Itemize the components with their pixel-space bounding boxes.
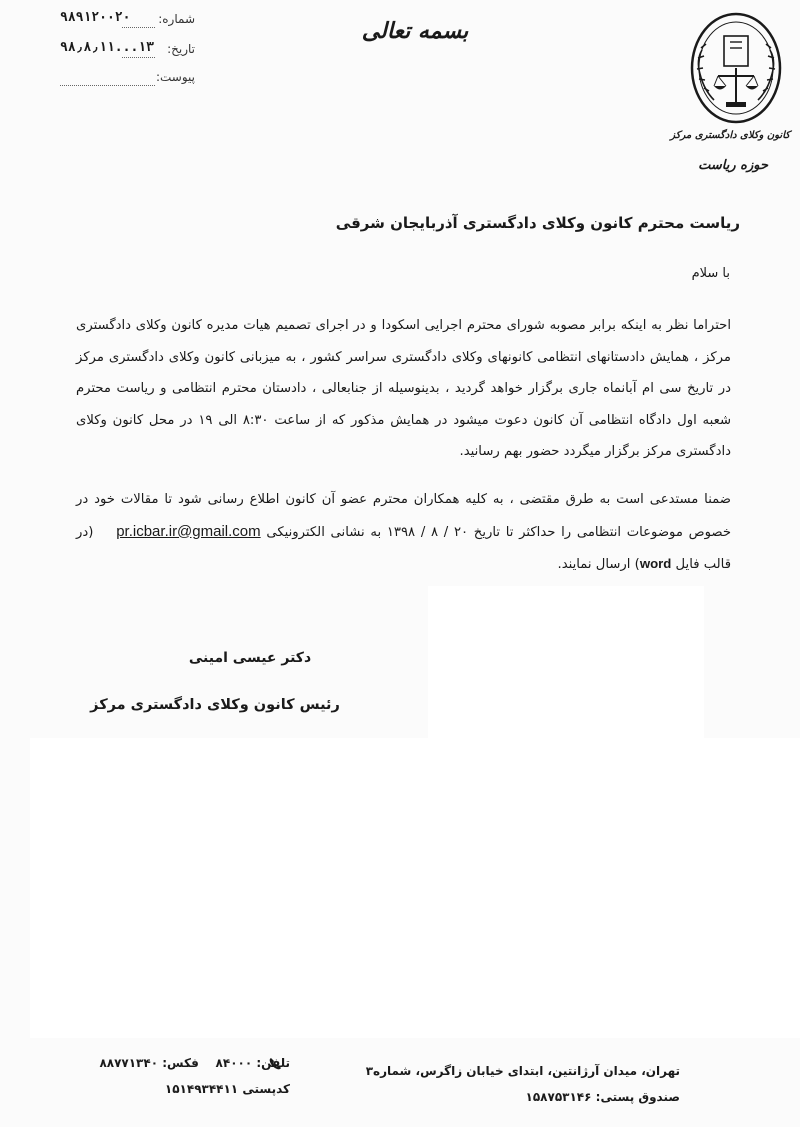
- address-line: تهران، میدان آرژانتین، ابتدای خیابان زاگرس، شماره۳: [365, 1064, 680, 1078]
- footer-postal-line: [100, 1076, 290, 1102]
- organization-department: حوزه ریاست: [698, 158, 768, 173]
- letter-number-row: [60, 12, 195, 32]
- bar-association-emblem-icon: [688, 10, 784, 128]
- paragraph-2-end-suffix: ) ارسال نمایند.: [557, 557, 640, 572]
- po-box-number: ۱۵۸۷۵۳۱۴۶: [525, 1090, 592, 1104]
- letter-date-row: [60, 42, 195, 62]
- fax-label: فکس:: [162, 1056, 199, 1070]
- signer-name: دکتر عیسی امینی: [188, 650, 312, 666]
- fax-number: ۸۸۷۷۱۳۴۰: [99, 1056, 159, 1070]
- email-link[interactable]: pr.icbar.ir@gmail.com: [116, 522, 261, 540]
- footer-phone-fax-line: [100, 1050, 290, 1076]
- addressee-heading: ریاست محترم کانون وکلای دادگستری آذربایجان شرقی: [335, 214, 740, 232]
- body-paragraph-1: احتراما نظر به اینکه برابر مصوبه شورای محترم اجرایی اسکودا و در اجرای تصمیم هیات مدیره کانون وکلای دادگستری مرکز ، همایش دادستانهای انتظامی کانونهای وکلای دادگستری سراسر کشور ، به میزبانی کانون وکلای دادگستری مرکز در تاریخ سی ام آبانماه جاری برگزار خواهد گردید ، بدینوسیله از جنابعالی ، دادستان محترم انتظامی و ریاست محترم شعبه اول دادگاه انتظامی آن کانون دعوت میشود در همایش مذکور که از ساعت ۸:۳۰ الی ۱۹ در محل کانون وکلای دادگستری مرکز برگزار میگردد حضور بهم رسانید.: [76, 318, 732, 459]
- paragraph-2-text: ضمنا مستدعی است به طرق مقتضی ، به کلیه همکاران محترم عضو آن کانون اطلاع رسانی شود تا مقالات خود در خصوص موضوعات انتظامی را حداکثر تا تاریخ ۲۰ / ۸ / ۱۳۹۸ به نشانی الکترونیکی: [76, 492, 731, 540]
- dotted-line: [60, 85, 155, 86]
- greeting-line: با سلام: [691, 266, 730, 281]
- letter-date-label: تاریخ:: [167, 42, 195, 56]
- postal-code: ۱۵۱۴۹۳۴۴۱۱: [164, 1082, 239, 1096]
- phone-icon: [268, 1056, 282, 1070]
- bismillah-heading: بسمه تعالی: [361, 18, 469, 44]
- attachment-label: پیوست:: [155, 70, 195, 84]
- redacted-area: [428, 586, 704, 738]
- po-box-line: [420, 1084, 680, 1110]
- paragraph-2-end-prefix: (در قالب فایل: [76, 524, 731, 572]
- postal-code-label: کدپستی: [242, 1082, 290, 1096]
- body-paragraph-2: [76, 484, 731, 581]
- attachment-row: [60, 70, 195, 90]
- footer-contact: [100, 1050, 290, 1102]
- phone-label: تلفن:: [256, 1056, 290, 1070]
- footer-address: [365, 1058, 680, 1110]
- dotted-line: [122, 27, 155, 28]
- redacted-area: [30, 738, 800, 1038]
- letter-number-label: شماره:: [158, 12, 195, 26]
- organization-name: کانون وکلای دادگستری مرکز: [670, 130, 790, 141]
- signer-title: رئیس کانون وکلای دادگستری مرکز: [90, 697, 340, 713]
- letter-number-value: ۹۸۹۱۲۰۰۲۰: [60, 10, 131, 25]
- word-format-label: word: [639, 556, 672, 571]
- letter-date-value: ۱۳...۹۸٫۸٫۱۱: [60, 40, 154, 55]
- po-box-label: صندوق پستی:: [595, 1090, 680, 1104]
- dotted-line: [122, 57, 155, 58]
- phone-number: ۸۴۰۰۰: [215, 1056, 253, 1070]
